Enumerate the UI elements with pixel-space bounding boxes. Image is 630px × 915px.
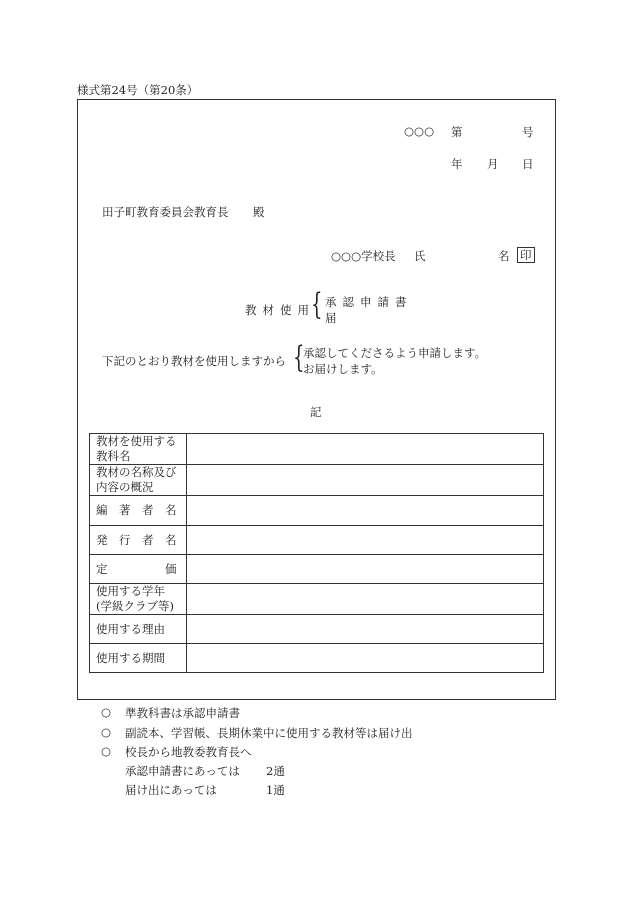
row-value-field[interactable] (187, 496, 544, 526)
body-lead: 下記のとおり教材を使用しますから (102, 354, 286, 368)
applicant-school: ○○○学校長 (331, 249, 396, 263)
row-value-field[interactable] (187, 584, 544, 615)
note-item: 副読本、学習帳、長期休業中に使用する教材等は届け出 (125, 726, 413, 740)
row-label: 使用する学年 (学級クラブ等) (90, 584, 187, 615)
row-label: 編 著 者 名 (90, 496, 187, 526)
row-value-field[interactable] (187, 465, 544, 496)
doc-number-go: 号 (522, 125, 534, 139)
note-bullet: ○ (101, 744, 112, 758)
date-year: 年 (451, 157, 463, 171)
row-value-field[interactable] (187, 526, 544, 555)
form-id: 様式第24号（第20条） (77, 83, 199, 97)
note-bullet: ○ (101, 725, 112, 739)
table-row (90, 555, 544, 584)
body-option-1: 承認してくださるよう申請します。 (303, 346, 487, 360)
table-row (90, 644, 544, 673)
seal-mark: 印 (517, 247, 535, 263)
applicant-mei: 名 (498, 249, 510, 263)
row-label: 教材を使用する 教科名 (90, 434, 187, 465)
row-label: 教材の名称及び 内容の概況 (90, 465, 187, 496)
body-brace: { (293, 340, 305, 375)
table-row (90, 465, 544, 496)
row-label: 使用する理由 (90, 615, 187, 644)
subject-option-1: 承認申請書 (325, 295, 413, 309)
table-row (90, 496, 544, 526)
ki-heading: 記 (310, 405, 322, 419)
table-row (90, 584, 544, 615)
copies-count: 1通 (266, 783, 285, 797)
body-option-2: お届けします。 (303, 362, 383, 376)
row-value-field[interactable] (187, 644, 544, 673)
material-table (89, 433, 544, 673)
row-label: 発 行 者 名 (90, 526, 187, 555)
note-bullet: ○ (101, 705, 112, 719)
doc-number-dai: 第 (451, 125, 463, 139)
applicant-shi: 氏 (414, 249, 426, 263)
date-month: 月 (487, 157, 499, 171)
copies-label: 承認申請書にあっては (125, 764, 240, 778)
row-value-field[interactable] (187, 434, 544, 465)
note-item: 校長から地教委教育長へ (125, 745, 252, 759)
table-row (90, 615, 544, 644)
table-row (90, 434, 544, 465)
row-label: 使用する期間 (90, 644, 187, 673)
subject-option-2: 届 (325, 311, 337, 325)
date-day: 日 (522, 157, 534, 171)
copies-label: 届け出にあっては (125, 783, 217, 797)
addressee: 田子町教育委員会教育長 (102, 205, 229, 219)
doc-number-prefix: ○○○ (404, 124, 435, 138)
note-item: 準教科書は承認申請書 (125, 706, 240, 720)
subject-brace: { (311, 287, 323, 322)
row-value-field[interactable] (187, 615, 544, 644)
honorific: 殿 (253, 205, 265, 219)
copies-count: 2通 (266, 764, 285, 778)
row-value-field[interactable] (187, 555, 544, 584)
row-label: 定 価 (90, 555, 187, 584)
subject-lead: 教材使用 (245, 303, 315, 317)
table-row (90, 526, 544, 555)
